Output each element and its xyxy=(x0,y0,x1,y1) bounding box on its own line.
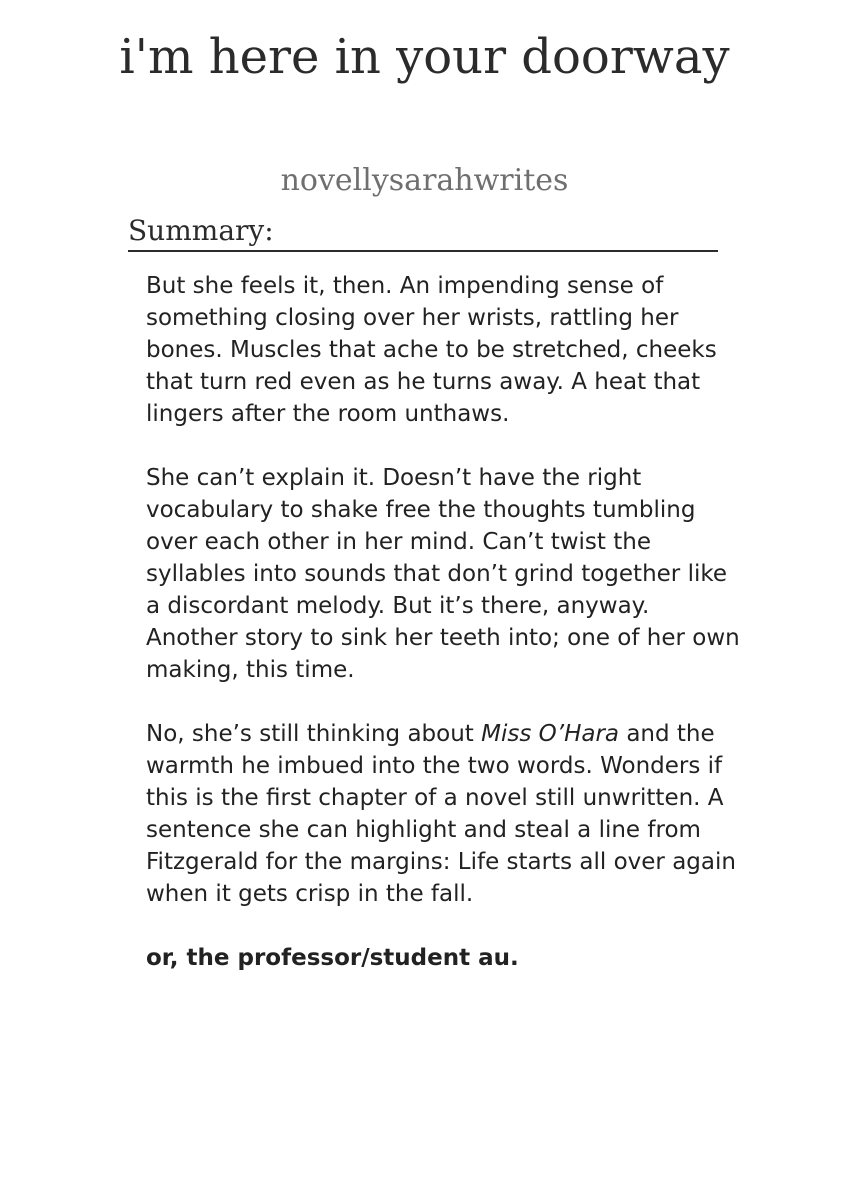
summary-paragraph: She can’t explain it. Doesn’t have the right vocabulary to shake free the thoughts tumbling over each other in her mind. Can’t twist the syllables into sounds that don’t grind together like a discordant melody. But it’s there, anyway. Another story to sink her teeth into; one of her own making, this time. xyxy=(146,465,740,683)
author-name: novellysarahwrites xyxy=(280,163,569,198)
summary-tagline: or, the professor/student au. xyxy=(146,945,519,971)
summary-heading: Summary: xyxy=(128,214,718,252)
italic-phrase: Miss O’Hara xyxy=(481,721,620,747)
summary-body xyxy=(146,270,746,974)
work-title: i'm here in your doorway xyxy=(119,29,730,85)
summary-paragraph: But she feels it, then. An impending sense of something closing over her wrists, rattling her bones. Muscles that ache to be stretched, cheeks that turn red even as he turns away. A heat that lingers after the room unthaws. xyxy=(146,273,717,427)
summary-paragraph xyxy=(146,718,746,910)
summary-text: and the warmth he imbued into the two words. Wonders if this is the first chapter of a novel still unwritten. A sentence she can highlight and steal a line from Fitzgerald for the margins: Life starts all over again when it gets crisp in the fall. xyxy=(146,721,736,907)
summary-text: No, she’s still thinking about xyxy=(146,721,482,747)
